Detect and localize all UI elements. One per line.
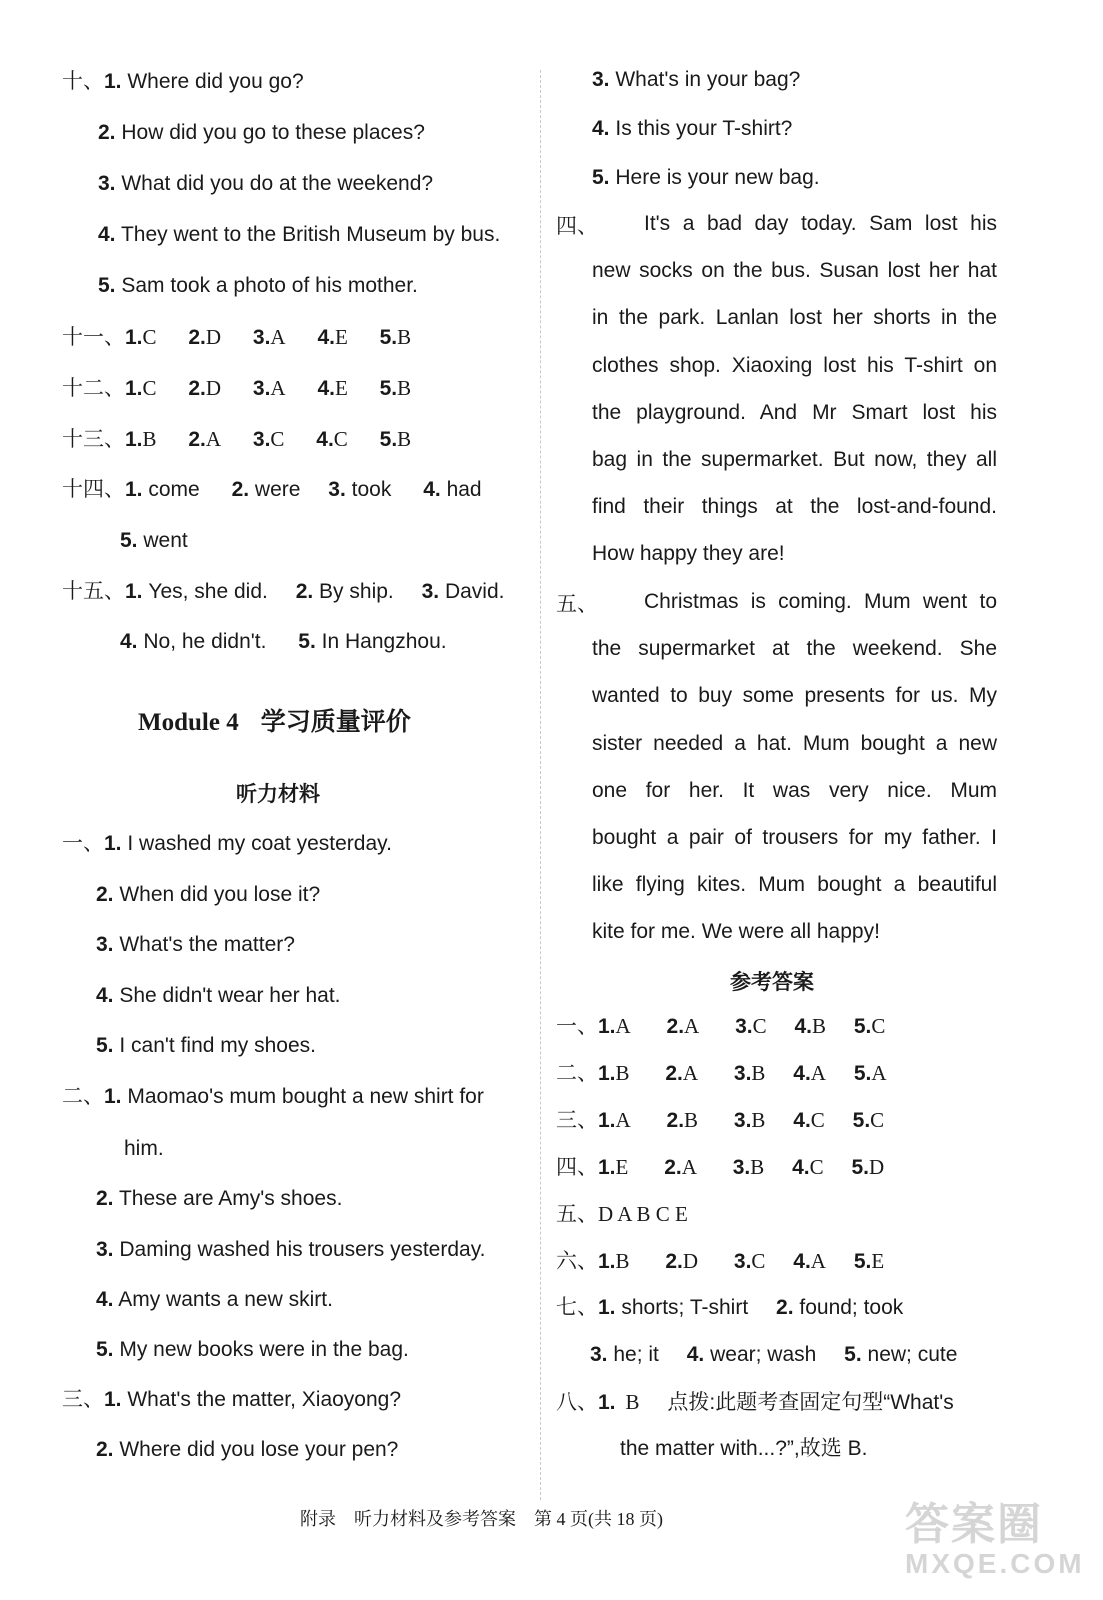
l5-line-2: the supermarket at the weekend. She: [592, 637, 997, 661]
l1-item-2: [96, 881, 320, 909]
item-text: I can't find my shoes.: [119, 1034, 316, 1057]
answer: A: [681, 1155, 697, 1179]
item-number: 1.: [104, 832, 122, 855]
item-number: 2.: [776, 1296, 794, 1319]
item-number: 4.: [592, 117, 610, 140]
answer: went: [143, 529, 188, 552]
l4-line-1: [592, 200, 997, 247]
item-number: 3.: [328, 478, 346, 501]
a5-row: [556, 1200, 688, 1229]
answer: B: [625, 1390, 640, 1414]
l5-label: 五、: [556, 593, 598, 616]
item-number: 5.: [852, 1109, 871, 1132]
answer: D: [205, 325, 222, 349]
l4-line-2: new socks on the bus. Susan lost her hat: [592, 259, 997, 283]
item-number: 5.: [298, 630, 316, 653]
answer: B: [615, 1061, 630, 1085]
item-text: Here is your new bag.: [615, 166, 820, 189]
item-number: 3.: [733, 1109, 752, 1132]
item-number: 4.: [792, 1156, 810, 1179]
item-number: 4.: [794, 1015, 812, 1038]
item-number: 4.: [98, 223, 116, 246]
item-number: 2.: [188, 326, 206, 349]
item-number: 1.: [104, 70, 122, 93]
item-text: Maomao's mum bought a new shirt for: [127, 1085, 484, 1108]
item-number: 1.: [125, 377, 143, 400]
answer: C: [751, 1249, 766, 1273]
answer: A: [270, 376, 286, 400]
column-divider: [540, 70, 541, 1500]
sec15-row-2: [120, 628, 447, 656]
item-number: 1.: [125, 326, 143, 349]
answer: A: [810, 1061, 826, 1085]
item-number: 5.: [853, 1250, 872, 1273]
watermark-logo: [905, 1488, 1095, 1593]
item-number: 3.: [421, 580, 440, 603]
item-number: 2.: [664, 1156, 682, 1179]
answer: No, he didn't.: [143, 630, 267, 653]
item-number: 3.: [96, 933, 114, 956]
answer: B: [397, 325, 412, 349]
l4-passage: [592, 200, 997, 578]
item-number: 5.: [844, 1343, 862, 1366]
answer: In Hangzhou.: [321, 630, 447, 653]
item-text: Is this your T-shirt?: [615, 117, 793, 140]
answer: A: [682, 1061, 699, 1085]
answer: wear; wash: [710, 1343, 817, 1366]
sec14-row: [62, 476, 482, 504]
sec11-label: 十一、: [62, 326, 125, 349]
l2-item-1-cont: him.: [124, 1137, 164, 1160]
item-number: 3.: [732, 1156, 751, 1179]
sec10-item-5: [98, 272, 418, 300]
answer: A: [615, 1108, 631, 1132]
sec12-row: [62, 374, 411, 403]
answer: A: [615, 1014, 631, 1038]
item-number: 5.: [853, 1015, 872, 1038]
l1-item-3: [96, 931, 295, 959]
item-number: 1.: [598, 1391, 616, 1414]
item-number: 3.: [98, 172, 116, 195]
l1-label: 一、: [62, 832, 104, 855]
l2-item-4: [96, 1286, 333, 1314]
l4-line-4: clothes shop. Xiaoxing lost his T-shirt on: [592, 353, 997, 377]
item-text: How did you go to these places?: [121, 121, 425, 144]
answer: B: [615, 1249, 630, 1273]
item-number: 4.: [793, 1109, 811, 1132]
l3-item-3: [592, 66, 800, 94]
sec10-item-1: [62, 68, 304, 96]
answer: C: [810, 1108, 825, 1132]
answer: C: [333, 427, 348, 451]
answer: B: [751, 1108, 766, 1132]
item-number: 4.: [686, 1343, 705, 1366]
item-number: 5.: [96, 1338, 114, 1361]
module-heading: [138, 702, 411, 738]
sec10-item-2: [98, 119, 425, 147]
l1-item-1: [62, 830, 392, 858]
page-footer: 附录 听力材料及参考答案 第 4 页(共 18 页): [300, 1509, 663, 1529]
a1-label: 一、: [556, 1015, 598, 1038]
l3-item-5: [592, 164, 820, 192]
a5-label: 五、: [556, 1203, 598, 1226]
item-number: 3.: [735, 1015, 753, 1038]
answer: E: [334, 376, 348, 400]
answer: he; it: [613, 1343, 659, 1366]
a3-row: [556, 1106, 884, 1135]
answer: shorts; T-shirt: [621, 1296, 749, 1319]
sec10-label: 十、: [62, 70, 104, 93]
answer: Yes, she did.: [148, 580, 268, 603]
hint-text: 点拨:此题考查固定句型“What's: [667, 1391, 954, 1414]
l5-line-6: bought a pair of trousers for my father. I: [592, 826, 997, 850]
answer: were: [254, 478, 301, 501]
answer: A: [810, 1249, 826, 1273]
l4-line-6: bag in the supermarket. But now, they all: [592, 448, 997, 472]
answer: found; took: [799, 1296, 904, 1319]
sec13-row: [62, 425, 411, 454]
watermark-top: 答案圈: [905, 1500, 1043, 1549]
l2-item-2: [96, 1185, 342, 1213]
answer: new; cute: [867, 1343, 958, 1366]
sec14-label: 十四、: [62, 478, 125, 501]
item-number: 2.: [231, 478, 250, 501]
item-number: 2.: [96, 1438, 114, 1461]
item-number: 1.: [598, 1062, 616, 1085]
answer: had: [446, 478, 482, 501]
answer: C: [270, 427, 285, 451]
item-number: 4.: [793, 1250, 811, 1273]
item-text: What's the matter?: [119, 933, 295, 956]
item-text: What did you do at the weekend?: [121, 172, 434, 195]
line-text: It's a bad day today. Sam lost his: [644, 212, 997, 235]
module-name: Module 4: [138, 709, 239, 736]
line-text: Christmas is coming. Mum went to: [644, 590, 997, 613]
answer: C: [142, 376, 157, 400]
sec14-row-2: [120, 527, 188, 555]
answer: B: [750, 1155, 765, 1179]
sec13-label: 十三、: [62, 428, 125, 451]
item-number: 3.: [590, 1343, 608, 1366]
a4-label: 四、: [556, 1156, 598, 1179]
item-number: 1.: [598, 1109, 616, 1132]
item-number: 1.: [598, 1296, 616, 1319]
answer: C: [809, 1155, 824, 1179]
l3-item-2: [96, 1436, 398, 1464]
item-number: 5.: [379, 428, 398, 451]
l4-line-7: find their things at the lost-and-found.: [592, 495, 997, 519]
item-text: They went to the British Museum by bus.: [120, 223, 501, 246]
item-text: Where did you go?: [127, 70, 304, 93]
l4-line-3: in the park. Lanlan lost her shorts in the: [592, 306, 997, 330]
answer: E: [334, 325, 348, 349]
answer: B: [397, 376, 412, 400]
listening-heading: 听力材料: [236, 783, 320, 806]
item-number: 3.: [252, 326, 271, 349]
item-text: Daming washed his trousers yesterday.: [119, 1238, 486, 1261]
watermark-bottom: MXQE.COM: [905, 1548, 1085, 1579]
item-number: 2.: [98, 121, 116, 144]
sec15-row: [62, 578, 504, 606]
a7-row: [556, 1294, 903, 1322]
item-number: 4.: [793, 1062, 811, 1085]
a8-row: [556, 1388, 954, 1417]
item-number: 4.: [120, 630, 138, 653]
answer: B: [142, 427, 157, 451]
item-number: 2.: [666, 1109, 685, 1132]
answer: E: [615, 1155, 629, 1179]
answer: B: [397, 427, 412, 451]
l1-item-4: [96, 982, 341, 1010]
item-number: 5.: [98, 274, 116, 297]
item-text: I washed my coat yesterday.: [127, 832, 392, 855]
l5-line-1: [592, 578, 997, 625]
l5-line-4: sister needed a hat. Mum bought a new: [592, 731, 997, 755]
answer: C: [870, 1108, 885, 1132]
l5-line-8: kite for me. We were all happy!: [592, 920, 880, 944]
a4-row: [556, 1153, 884, 1182]
item-number: 4.: [316, 428, 334, 451]
item-number: 3.: [96, 1238, 114, 1261]
a2-label: 二、: [556, 1062, 598, 1085]
item-number: 1.: [598, 1156, 616, 1179]
item-text: These are Amy's shoes.: [118, 1187, 343, 1210]
a2-row: [556, 1059, 887, 1088]
l3-label: 三、: [62, 1388, 104, 1411]
item-number: 5.: [96, 1034, 114, 1057]
a8-row-2: the matter with...?”,故选 B.: [620, 1437, 868, 1460]
sec11-row: [62, 323, 411, 352]
item-number: 1.: [104, 1388, 122, 1411]
item-number: 4.: [317, 377, 335, 400]
answer: come: [148, 478, 200, 501]
item-number: 3.: [733, 1250, 752, 1273]
answers-heading: 参考答案: [730, 971, 814, 994]
item-text: Amy wants a new skirt.: [118, 1288, 333, 1311]
item-number: 1.: [125, 428, 143, 451]
answer: E: [871, 1249, 885, 1273]
answer: B: [811, 1014, 826, 1038]
l4-line-8: How happy they are!: [592, 542, 785, 566]
item-text: She didn't wear her hat.: [119, 984, 341, 1007]
item-number: 1.: [125, 580, 143, 603]
l4-line-5: the playground. And Mr Smart lost his: [592, 400, 997, 424]
item-number: 4.: [96, 984, 114, 1007]
a6-row: [556, 1247, 884, 1276]
item-number: 4.: [423, 478, 441, 501]
l2-item-5: [96, 1336, 409, 1364]
item-number: 2.: [188, 428, 206, 451]
item-number: 2.: [665, 1062, 683, 1085]
answer: A: [871, 1061, 887, 1085]
answer: A: [684, 1014, 700, 1038]
item-number: 3.: [252, 428, 271, 451]
item-number: 5.: [592, 166, 610, 189]
l5-line-7: like flying kites. Mum bought a beautiful: [592, 873, 997, 897]
item-number: 2.: [188, 377, 206, 400]
item-number: 4.: [96, 1288, 114, 1311]
item-number: 1.: [104, 1085, 122, 1108]
sec10-item-4: [98, 221, 500, 249]
l3-item-1: [62, 1386, 401, 1414]
a3-label: 三、: [556, 1109, 598, 1132]
item-number: 5.: [120, 529, 138, 552]
item-text: My new books were in the bag.: [119, 1338, 409, 1361]
l1-item-5: [96, 1032, 316, 1060]
item-text: Where did you lose your pen?: [119, 1438, 399, 1461]
item-number: 2.: [666, 1015, 685, 1038]
item-number: 2.: [96, 883, 114, 906]
answer: C: [752, 1014, 767, 1038]
item-number: 1.: [598, 1250, 616, 1273]
a7-row-2: [590, 1341, 957, 1369]
sec10-item-3: [98, 170, 433, 198]
answer: David.: [444, 580, 505, 603]
a1-row: [556, 1012, 885, 1041]
answer: D: [205, 376, 222, 400]
l5-line-3: wanted to buy some presents for us. My: [592, 684, 997, 708]
item-text: When did you lose it?: [119, 883, 321, 906]
module-subtitle: 学习质量评价: [260, 708, 411, 736]
l5-line-5: one for her. It was very nice. Mum: [592, 778, 997, 802]
sec12-label: 十二、: [62, 377, 125, 400]
a7-label: 七、: [556, 1296, 598, 1319]
answer: B: [684, 1108, 699, 1132]
sec15-label: 十五、: [62, 580, 125, 603]
a6-label: 六、: [556, 1250, 598, 1273]
item-text: What's the matter, Xiaoyong?: [127, 1388, 402, 1411]
item-number: 4.: [317, 326, 335, 349]
answer: By ship.: [319, 580, 394, 603]
answer: D: [682, 1249, 699, 1273]
item-number: 5.: [379, 377, 398, 400]
l2-label: 二、: [62, 1085, 104, 1108]
answer: took: [351, 478, 392, 501]
item-number: 1.: [598, 1015, 616, 1038]
item-number: 5.: [379, 326, 398, 349]
l5-passage: [592, 578, 997, 956]
l2-item-1: [62, 1083, 484, 1111]
l4-label: 四、: [556, 215, 598, 238]
answer: A: [270, 325, 286, 349]
item-text: Sam took a photo of his mother.: [121, 274, 418, 297]
item-number: 2.: [665, 1250, 683, 1273]
item-number: 5.: [853, 1062, 872, 1085]
item-number: 1.: [125, 478, 143, 501]
item-number: 3.: [252, 377, 271, 400]
item-number: 3.: [733, 1062, 752, 1085]
item-text: What's in your bag?: [615, 68, 801, 91]
answer: D: [868, 1155, 885, 1179]
answer: B: [751, 1061, 766, 1085]
item-number: 3.: [592, 68, 610, 91]
answer: C: [871, 1014, 886, 1038]
item-number: 2.: [96, 1187, 114, 1210]
item-number: 2.: [295, 580, 314, 603]
answer: C: [142, 325, 157, 349]
item-number: 5.: [851, 1156, 869, 1179]
answer: D A B C E: [598, 1202, 688, 1226]
l3-item-4: [592, 115, 792, 143]
l2-item-3: [96, 1236, 485, 1264]
a8-label: 八、: [556, 1391, 598, 1414]
answer: A: [205, 427, 222, 451]
